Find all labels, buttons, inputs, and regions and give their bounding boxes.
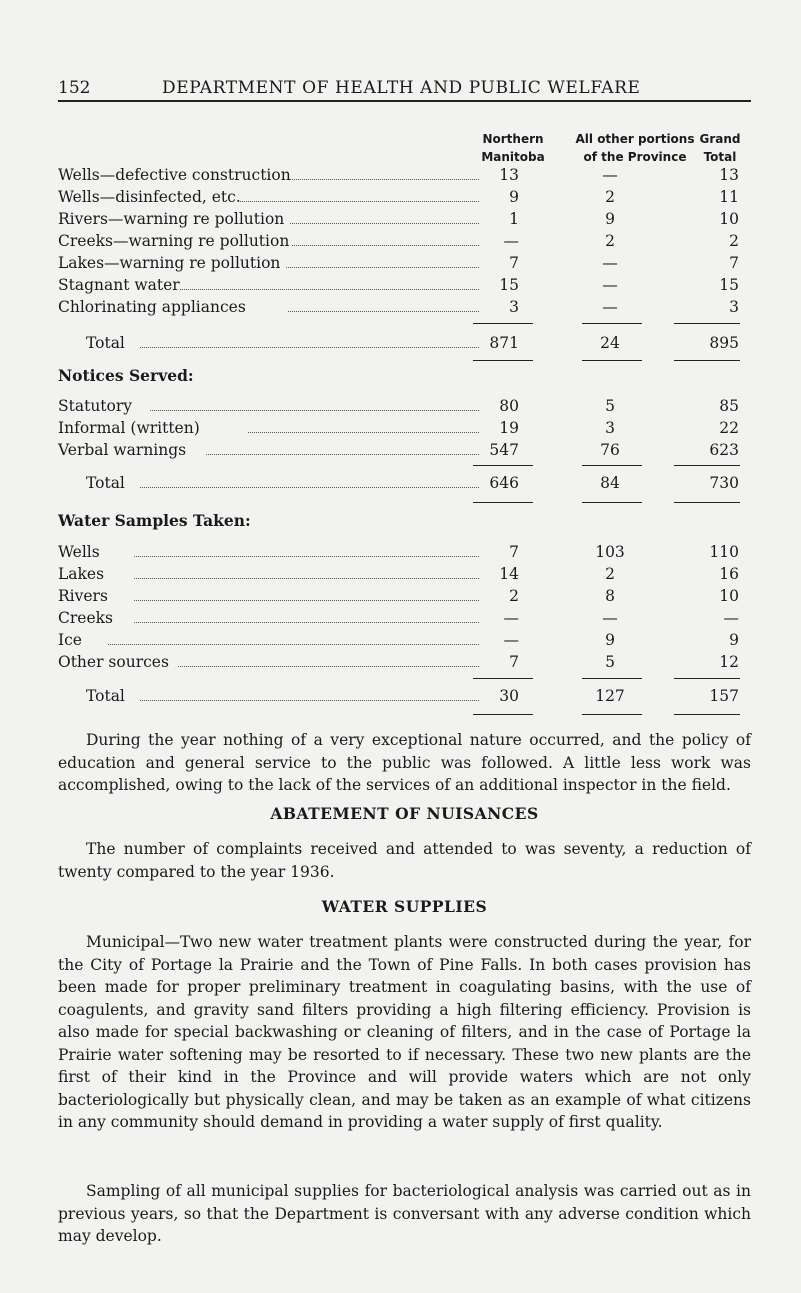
dot-leader [290,223,479,224]
row-label: Rivers [58,587,108,605]
row-label: Lakes [58,565,105,583]
cell-northern: 646 [489,474,519,492]
column-header-northern-manitoba: Northern Manitoba [481,132,545,164]
dot-leader [134,600,479,601]
dot-leader [180,289,479,290]
row-label: Ice [58,631,82,649]
cell-total: 22 [719,419,739,437]
row-label: Other sources [58,653,169,671]
column-rule [582,465,642,466]
dot-leader [288,311,479,312]
table-row [0,543,801,565]
cell-other: — [602,254,618,272]
table-row [0,587,801,609]
dot-leader [206,454,479,455]
row-label: Stagnant water [58,276,180,294]
table-row [0,397,801,419]
cell-total: 85 [719,397,739,415]
row-label: Rivers—warning re pollution [58,210,285,228]
column-rule [582,323,642,324]
cell-total: 12 [719,653,739,671]
page-title: DEPARTMENT OF HEALTH AND PUBLIC WELFARE [162,78,641,98]
dot-leader [134,556,479,557]
table-row [0,298,801,320]
column-rule [473,323,533,324]
column-rule [582,678,642,679]
cell-total: 2 [729,232,739,250]
paragraph-complaints: The number of complaints received and attended to was seventy, a reduction of twenty compared to the year 1936. [58,840,751,881]
cell-northern: 7 [509,254,519,272]
cell-total: 15 [719,276,739,294]
total-label: Total [86,474,125,492]
column-header-grand-total: Grand Total [699,132,741,164]
cell-total: — [723,609,739,627]
cell-northern: — [503,232,519,250]
table-row [0,631,801,653]
cell-northern: 871 [489,334,519,352]
cell-total: 16 [719,565,739,583]
row-label: Creeks—warning re pollution [58,232,290,250]
dot-leader [134,622,479,623]
page-number: 152 [58,78,91,98]
cell-other: 2 [605,232,615,250]
heading-abatement-of-nuisances: ABATEMENT OF NUISANCES [270,804,539,823]
row-label: Informal (written) [58,419,200,437]
cell-northern: 1 [509,210,519,228]
cell-other: 127 [595,687,625,705]
cell-total: 3 [729,298,739,316]
cell-other: 103 [595,543,625,561]
cell-other: 84 [600,474,620,492]
total-row [0,687,801,709]
cell-northern: 30 [499,687,519,705]
table-row [0,609,801,631]
cell-other: 5 [605,653,615,671]
cell-northern: 80 [499,397,519,415]
table-row [0,232,801,254]
cell-northern: 14 [499,565,519,583]
cell-northern: — [503,631,519,649]
dot-leader [150,410,479,411]
cell-other: 2 [605,188,615,206]
section-heading-notices: Notices Served: [58,366,194,385]
cell-other: 24 [600,334,620,352]
dot-leader [140,700,479,701]
column-header-other-portions: All other portions of the Province [575,132,695,164]
cell-other: 5 [605,397,615,415]
header-rule [58,100,751,102]
row-label: Wells [58,543,100,561]
paragraph-policy: During the year nothing of a very exceptional nature occurred, and the policy of education and general service to the public was followed. A little less work was accomplished, owing to the lack of the services of an additional inspector in the field. [58,731,751,794]
cell-northern: — [503,609,519,627]
cell-total: 7 [729,254,739,272]
cell-total: 730 [709,474,739,492]
row-label: Wells—disinfected, etc. [58,188,241,206]
total-label: Total [86,334,125,352]
dot-leader [286,267,479,268]
column-rule [674,465,740,466]
dot-leader [292,245,479,246]
column-rule [473,714,533,715]
column-rule [674,678,740,679]
column-rule [674,502,740,503]
row-label: Wells—defective construction [58,166,291,184]
paragraph-sampling: Sampling of all municipal supplies for bacteriological analysis was carried out as in previous years, so that the Department is conversant with any adverse condition which may develop. [58,1182,751,1245]
table-row [0,419,801,441]
dot-leader [140,347,479,348]
cell-northern: 7 [509,543,519,561]
total-row [0,334,801,356]
dot-leader [140,487,479,488]
cell-total: 10 [719,587,739,605]
cell-total: 157 [709,687,739,705]
table-row [0,188,801,210]
cell-northern: 13 [499,166,519,184]
cell-other: 3 [605,419,615,437]
column-rule [473,465,533,466]
cell-northern: 2 [509,587,519,605]
cell-northern: 19 [499,419,519,437]
table-row [0,565,801,587]
column-rule [674,360,740,361]
cell-other: — [602,276,618,294]
section-heading-water-samples: Water Samples Taken: [58,511,251,530]
cell-total: 895 [709,334,739,352]
dot-leader [238,201,479,202]
heading-water-supplies: WATER SUPPLIES [321,897,488,916]
column-rule [473,360,533,361]
row-label: Creeks [58,609,113,627]
column-rule [674,714,740,715]
column-rule [473,502,533,503]
cell-other: — [602,609,618,627]
cell-total: 11 [719,188,739,206]
total-row [0,474,801,496]
column-rule [582,714,642,715]
row-label: Chlorinating appliances [58,298,246,316]
table-row [0,210,801,232]
row-label: Verbal warnings [58,441,187,459]
cell-total: 623 [709,441,739,459]
column-rule [582,360,642,361]
column-rule [674,323,740,324]
dot-leader [178,666,479,667]
column-rule [473,678,533,679]
cell-other: 76 [600,441,620,459]
cell-other: 9 [605,210,615,228]
table-row [0,166,801,188]
dot-leader [290,179,479,180]
dot-leader [248,432,479,433]
cell-other: 9 [605,631,615,649]
cell-northern: 3 [509,298,519,316]
cell-other: — [602,298,618,316]
table-row [0,276,801,298]
column-rule [582,502,642,503]
cell-northern: 547 [489,441,519,459]
total-label: Total [86,687,125,705]
cell-other: 2 [605,565,615,583]
table-row [0,441,801,463]
paragraph-municipal: Municipal—Two new water treatment plants were constructed during the year, for the City of Portage la Prairie and the Town of Pine Falls. In both cases provision has been made for proper preliminary treatment in coagulating basins, with the use of coagulents, and gravity sand filters providing a high filtering efficiency. Provision is also made for special backwashing or cleaning of filters, and in the case of Portage la Prairie water softening may be resorted to if necessary. These two new plants are the first of their kind in the Province and will provide waters which are not only bacteriologically but physically clean, and may be taken as an example of what citizens in any community should demand in providing a water supply of first quality. [58,933,751,1131]
table-row [0,254,801,276]
cell-total: 10 [719,210,739,228]
dot-leader [108,644,479,645]
cell-total: 110 [709,543,739,561]
cell-other: — [602,166,618,184]
cell-total: 9 [729,631,739,649]
table-row [0,653,801,675]
cell-northern: 9 [509,188,519,206]
cell-northern: 15 [499,276,519,294]
dot-leader [134,578,479,579]
cell-other: 8 [605,587,615,605]
cell-northern: 7 [509,653,519,671]
row-label: Statutory [58,397,133,415]
row-label: Lakes—warning re pollution [58,254,281,272]
page-header [58,78,751,100]
cell-total: 13 [719,166,739,184]
